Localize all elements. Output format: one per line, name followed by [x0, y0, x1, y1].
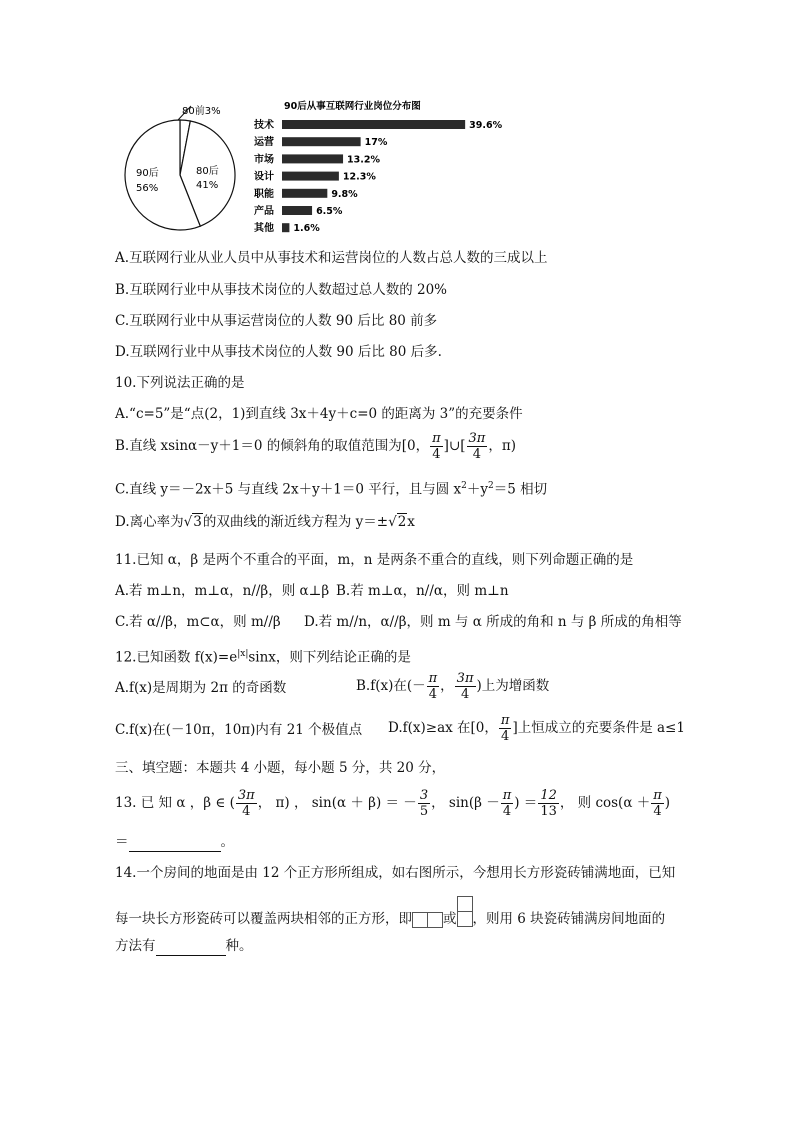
fraction-denominator: 5	[419, 804, 429, 819]
q14-line-3	[115, 937, 253, 956]
bar-value-label: 1.6%	[293, 223, 320, 235]
fraction-numerator: 12	[540, 788, 557, 803]
tile-square	[457, 896, 473, 912]
bar-chart	[252, 96, 502, 236]
q12-b-text-2: ，	[440, 678, 454, 694]
sqrt-sign-icon: √	[183, 514, 193, 530]
q12-stem-text-1: 12.已知函数 f(x)=e	[115, 649, 238, 666]
q14-answer-blank	[156, 937, 226, 956]
q13-text-3: ， sin(β －	[431, 795, 500, 811]
q10-b-text-2: ]∪[	[443, 438, 466, 454]
bar-category-label: 技术	[254, 120, 274, 131]
q10-d-text-2: 的双曲线的渐近线方程为 y＝±	[202, 514, 389, 530]
q13-text-4: ) ＝	[514, 795, 538, 811]
fraction-denominator: 4	[242, 804, 251, 819]
sqrt-2	[388, 513, 407, 531]
fraction-numerator: π	[500, 713, 510, 728]
q10-d-text-1: D.离心率为	[115, 514, 184, 530]
sqrt-3	[184, 513, 203, 531]
q14-line-2	[115, 904, 665, 935]
superscript: 2	[461, 481, 467, 491]
fraction-pi-over-4	[427, 671, 440, 702]
fraction-numerator: π	[653, 788, 662, 803]
q14-text-3: 方法有	[115, 938, 156, 954]
q11-option-a: A.若 m⊥n，m⊥α，n//β，则 α⊥β	[115, 583, 330, 599]
q13-line-1	[115, 788, 670, 819]
bar-4	[282, 189, 327, 198]
q11-option-c: C.若 α//β，m⊂α，则 m//β	[115, 614, 281, 630]
q12-d-text-2: ]上恒成立的充要条件是 a≤1	[512, 720, 685, 736]
fraction-denominator: 4	[432, 447, 441, 462]
fraction-denominator: 4	[501, 729, 510, 744]
q13-text-5: ， 则 cos(α ＋	[559, 795, 651, 811]
fraction-3pi-over-4	[467, 431, 488, 462]
pie-label-90-after-value: 56%	[136, 183, 159, 194]
q12-stem	[115, 645, 411, 667]
q13-text-1: 13. 已 知 α ，β ∈ (	[115, 795, 235, 811]
q11-option-b: B.若 m⊥α，n//α，则 m⊥n	[336, 583, 509, 599]
q14-line-1: 14.一个房间的地面是由 12 个正方形所组成，如右图所示，今想用长方形瓷砖铺满地面，已知	[115, 865, 676, 881]
bar-0	[282, 120, 465, 129]
superscript: 2	[488, 481, 494, 491]
fraction-3pi-over-4	[455, 671, 476, 702]
q12-d-text-1: D.f(x)≥ax 在[0，	[388, 720, 498, 736]
q10-option-d	[115, 513, 415, 531]
bar-category-label: 产品	[254, 206, 274, 217]
q14-text-4: 种。	[225, 938, 253, 954]
fraction-numerator: 3π	[237, 788, 255, 803]
q10-d-text-3: x	[407, 514, 415, 530]
q10-option-b	[115, 431, 516, 462]
sqrt-sign-icon: √	[388, 514, 397, 530]
q12-option-b	[356, 671, 549, 702]
pie-label-90-after-name: 90后	[136, 168, 159, 179]
q12-option-c: C.f(x)在(－10π，10π)内有 21 个极值点	[115, 722, 363, 738]
pie-label-80-after-value: 41%	[196, 180, 219, 191]
fraction-3pi-over-4	[236, 788, 257, 819]
q13-text-2: ， π) ， sin(α ＋ β) ＝ －	[257, 795, 417, 811]
vertical-tile-icon	[457, 896, 473, 927]
q12-b-text-3: )上为增函数	[476, 678, 550, 694]
q11-option-d: D.若 m//n，α//β，则 m 与 α 所成的角和 n 与 β 所成的角相等	[304, 614, 682, 630]
bar-value-label: 12.3%	[342, 171, 376, 183]
q10-c-text-1: C.直线 y＝－2x＋5 与直线 2x＋y＋1＝0 平行，且与圆 x	[115, 481, 462, 498]
q10-stem: 10.下列说法正确的是	[115, 375, 245, 391]
fraction-denominator: 13	[540, 804, 557, 819]
superscript: |x|	[237, 649, 249, 659]
tile-square	[427, 912, 443, 928]
q9-option-d: D.互联网行业中从事技术岗位的人数 90 后比 80 后多.	[115, 344, 442, 360]
bar-category-label: 设计	[254, 171, 274, 183]
q10-b-text-1: B.直线 xsinα－y＋1＝0 的倾斜角的取值范围为[0，	[115, 438, 430, 454]
fraction-pi-over-4	[501, 788, 514, 819]
q13-answer-blank	[129, 833, 221, 852]
q11-stem: 11.已知 α，β 是两个不重合的平面，m，n 是两条不重合的直线，则下列命题正确的是	[115, 552, 634, 568]
radicand: 3	[193, 514, 202, 530]
q13-text-6: )	[664, 795, 671, 811]
q10-option-a: A.“c=5”是“点(2，1)到直线 3x＋4y＋c=0 的距离为 3”的充要条件	[115, 406, 523, 422]
fraction-numerator: π	[428, 671, 438, 686]
bar-1	[282, 137, 361, 146]
q9-option-a: A.互联网行业从业人员中从事技术和运营岗位的人数占总人数的三成以上	[115, 250, 548, 266]
fraction-pi-over-4	[499, 713, 512, 744]
bar-2	[282, 154, 343, 163]
q12-b-text-1: B.f(x)在(－	[356, 678, 426, 694]
section-3-heading: 三、填空题：本题共 4 小题，每小题 5 分，共 20 分，	[115, 760, 446, 776]
fraction-denominator: 4	[653, 804, 662, 819]
pie-chart	[118, 100, 248, 250]
tile-square	[457, 911, 473, 927]
fraction-12-over-13	[538, 788, 559, 819]
q10-b-text-3: ，π)	[488, 438, 516, 454]
pie-label-80-after-name: 80后	[196, 166, 219, 177]
fraction-numerator: π	[432, 431, 441, 446]
q9-option-c: C.互联网行业中从事运营岗位的人数 90 后比 80 前多	[115, 313, 438, 329]
bar-category-label: 职能	[254, 188, 274, 200]
fraction-numerator: π	[502, 788, 512, 803]
fraction-denominator: 4	[502, 804, 512, 819]
bar-5	[282, 206, 312, 215]
bar-value-label: 17%	[364, 137, 388, 149]
pie-label-80-before: 80前3%	[182, 106, 221, 117]
horizontal-tile-icon	[412, 911, 443, 929]
bar-value-label: 13.2%	[347, 154, 381, 166]
q14-text-1: 每一块长方形瓷砖可以覆盖两块相邻的正方形，即	[115, 911, 412, 927]
bar-6	[282, 223, 289, 232]
fraction-pi-over-4	[651, 788, 664, 819]
fraction-3-over-5	[418, 788, 430, 819]
fraction-denominator: 4	[472, 447, 482, 462]
fraction-numerator: 3π	[456, 671, 474, 686]
q10-c-text-3: ＝5 相切	[493, 481, 548, 498]
tile-square	[412, 912, 428, 928]
q9-option-b: B.互联网行业中从事技术岗位的人数超过总人数的 20%	[115, 282, 448, 298]
bar-chart-title: 90后从事互联网行业岗位分布图	[284, 101, 421, 112]
bar-value-label: 6.5%	[316, 206, 343, 217]
fraction-numerator: 3π	[468, 431, 486, 446]
q12-option-a: A.f(x)是周期为 2π 的奇函数	[115, 680, 287, 696]
q12-stem-text-2: sinx，则下列结论正确的是	[248, 649, 411, 666]
bar-category-label: 市场	[254, 154, 274, 166]
q13-answer-suffix: 。	[220, 834, 234, 850]
bar-category-label: 运营	[254, 137, 274, 149]
q10-c-text-2: ＋y	[466, 481, 489, 498]
q13-answer-prefix: ＝	[115, 834, 129, 850]
bar-category-label: 其他	[254, 223, 274, 235]
fraction-denominator: 4	[460, 687, 470, 702]
q13-line-2	[115, 833, 234, 852]
q10-option-c	[115, 477, 547, 499]
fraction-numerator: 3	[419, 788, 429, 803]
q12-option-d	[388, 713, 685, 744]
bar-value-label: 9.8%	[331, 188, 358, 200]
radicand: 2	[397, 514, 407, 530]
q14-or: 或	[443, 911, 457, 927]
fraction-pi-over-4	[430, 431, 443, 462]
fraction-denominator: 4	[428, 687, 438, 702]
bar-3	[282, 172, 339, 181]
bar-value-label: 39.6%	[469, 120, 502, 131]
q14-text-2: ，则用 6 块瓷砖铺满房间地面的	[472, 911, 666, 927]
